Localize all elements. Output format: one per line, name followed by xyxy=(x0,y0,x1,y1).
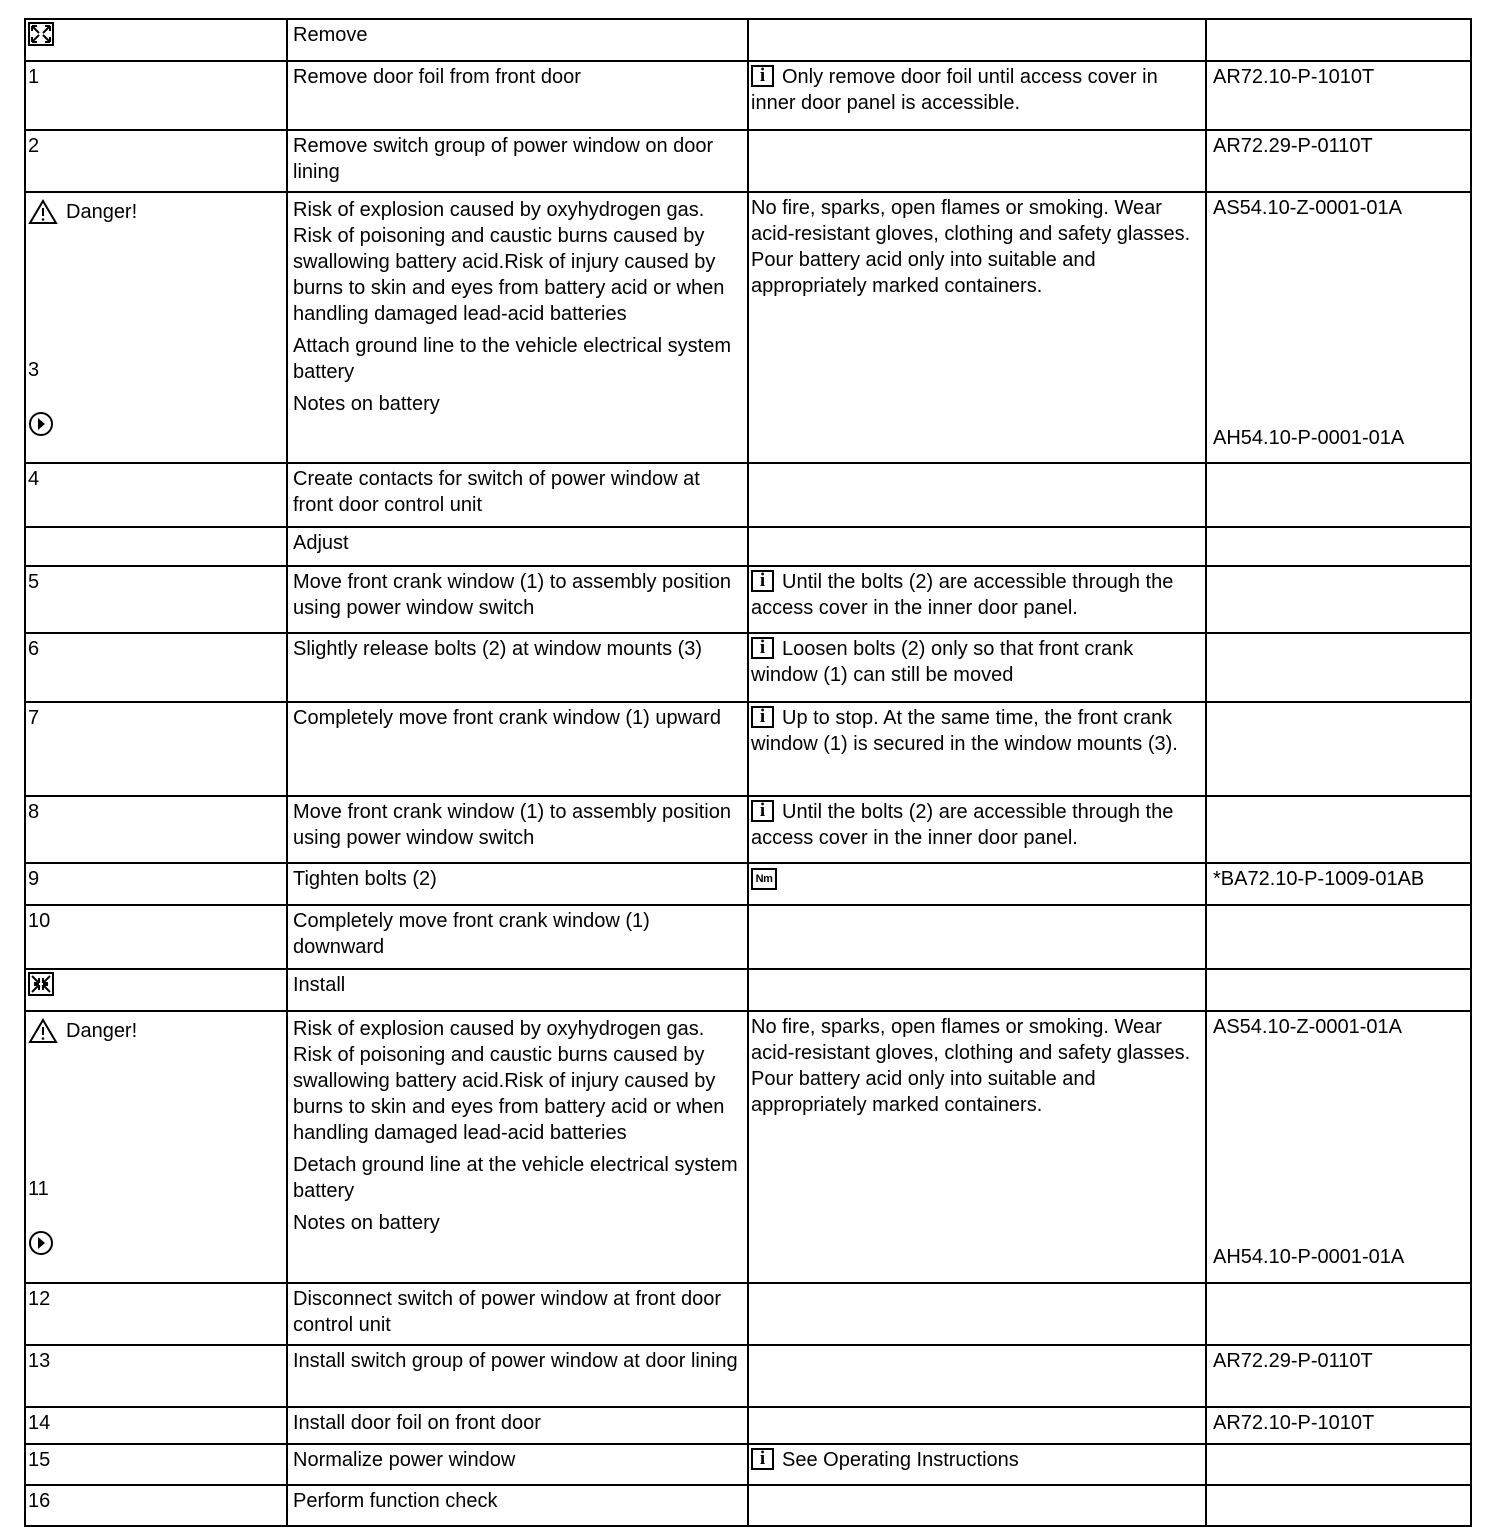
note-text: Only remove door foil until access cover in inner door panel is accessible. xyxy=(751,66,1158,114)
reference-link[interactable]: AS54.10-Z-0001-01A xyxy=(1213,1016,1403,1038)
action-cell: Perform function check xyxy=(287,1485,748,1526)
notes-text: Notes on battery xyxy=(293,393,440,415)
table-row xyxy=(25,463,1471,527)
table-row xyxy=(25,633,1471,702)
action-cell: Disconnect switch of power window at front door control unit xyxy=(287,1283,748,1345)
notes-icon xyxy=(28,1230,54,1256)
table-row xyxy=(25,566,1471,633)
section-heading: Install xyxy=(287,969,748,1011)
step-number: 14 xyxy=(25,1407,287,1444)
reference-link[interactable]: AR72.29-P-0110T xyxy=(1206,130,1471,192)
table-row xyxy=(25,527,1471,566)
table-row xyxy=(25,1407,1471,1444)
info-icon: i xyxy=(751,65,774,87)
step-number: 12 xyxy=(25,1283,287,1345)
step-number: 11 xyxy=(28,1178,49,1200)
reference-link[interactable]: AH54.10-P-0001-01A xyxy=(1213,1246,1405,1268)
table-row xyxy=(25,1283,1471,1345)
notes-icon xyxy=(28,411,54,437)
note-text: Until the bolts (2) are accessible through the access cover in the inner door panel. xyxy=(751,801,1174,849)
step-number: 9 xyxy=(25,863,287,905)
table-row xyxy=(25,1485,1471,1526)
step-number: 16 xyxy=(25,1485,287,1526)
info-icon: i xyxy=(751,1448,774,1470)
danger-note: No fire, sparks, open flames or smoking. Wear acid-resistant gloves, clothing and safety glasses. Pour battery acid only into suitable and appropriately marked containers. xyxy=(748,1011,1206,1283)
step-number: 3 xyxy=(28,359,40,381)
action-cell: Normalize power window xyxy=(287,1444,748,1485)
reference-link[interactable]: AH54.10-P-0001-01A xyxy=(1213,427,1405,449)
table-row xyxy=(25,130,1471,192)
danger-text: Risk of explosion caused by oxyhydrogen gas. Risk of poisoning and caustic burns caused by swallowing battery acid.Risk of injury caused by burns to skin and eyes from battery acid or when handling damaged lead-acid batteries xyxy=(293,199,725,325)
action-cell: Install door foil on front door xyxy=(287,1407,748,1444)
action-text: Attach ground line to the vehicle electrical system battery xyxy=(293,335,731,383)
danger-note: No fire, sparks, open flames or smoking. Wear acid-resistant gloves, clothing and safety glasses. Pour battery acid only into suitable and appropriately marked containers. xyxy=(748,192,1206,463)
table-row xyxy=(25,702,1471,796)
step-number: 13 xyxy=(25,1345,287,1407)
step-number: 5 xyxy=(25,566,287,633)
warning-icon xyxy=(28,199,58,225)
table-row xyxy=(25,1345,1471,1407)
info-icon: i xyxy=(751,637,774,659)
reference-link[interactable]: AR72.10-P-1010T xyxy=(1206,1407,1471,1444)
table-row xyxy=(25,61,1471,130)
action-cell: Completely move front crank window (1) downward xyxy=(287,905,748,969)
step-number: 8 xyxy=(25,796,287,863)
table-row xyxy=(25,1011,1471,1283)
reference-link[interactable]: AS54.10-Z-0001-01A xyxy=(1213,197,1403,219)
table-row xyxy=(25,1444,1471,1485)
note-text: Until the bolts (2) are accessible through the access cover in the inner door panel. xyxy=(751,571,1174,619)
table-row xyxy=(25,19,1471,61)
action-cell: Remove door foil from front door xyxy=(287,61,748,130)
step-cell xyxy=(25,969,287,1011)
table-row xyxy=(25,192,1471,463)
action-text: Detach ground line at the vehicle electrical system battery xyxy=(293,1154,738,1202)
reference-link[interactable]: AR72.29-P-0110T xyxy=(1206,1345,1471,1407)
step-cell xyxy=(25,19,287,61)
note-text: Loosen bolts (2) only so that front crank window (1) can still be moved xyxy=(751,638,1134,686)
table-row xyxy=(25,969,1471,1011)
danger-text: Risk of explosion caused by oxyhydrogen gas. Risk of poisoning and caustic burns caused by swallowing battery acid.Risk of injury caused by burns to skin and eyes from battery acid or when handling damaged lead-acid batteries xyxy=(293,1018,725,1144)
step-number: 7 xyxy=(25,702,287,796)
install-icon xyxy=(28,972,54,996)
info-icon: i xyxy=(751,570,774,592)
action-cell: Install switch group of power window at door lining xyxy=(287,1345,748,1407)
procedure-table xyxy=(24,18,1472,1527)
note-text: Up to stop. At the same time, the front crank window (1) is secured in the window mounts (3). xyxy=(751,707,1178,755)
danger-label: Danger! xyxy=(66,1020,138,1042)
info-icon: i xyxy=(751,706,774,728)
notes-text: Notes on battery xyxy=(293,1212,440,1234)
table-row xyxy=(25,863,1471,905)
reference-link[interactable]: AR72.10-P-1010T xyxy=(1206,61,1471,130)
action-cell: Tighten bolts (2) xyxy=(287,863,748,905)
note-text: See Operating Instructions xyxy=(782,1449,1019,1471)
section-heading: Adjust xyxy=(287,527,748,566)
reference-link[interactable]: *BA72.10-P-1009-01AB xyxy=(1206,863,1471,905)
action-cell: Remove switch group of power window on door lining xyxy=(287,130,748,192)
action-cell: Completely move front crank window (1) upward xyxy=(287,702,748,796)
table-row xyxy=(25,796,1471,863)
warning-icon xyxy=(28,1018,58,1044)
torque-icon: Nm xyxy=(751,868,777,890)
action-cell: Remove xyxy=(287,19,748,61)
step-number: 10 xyxy=(25,905,287,969)
step-number: 6 xyxy=(25,633,287,702)
action-cell: Move front crank window (1) to assembly position using power window switch xyxy=(287,566,748,633)
danger-label: Danger! xyxy=(66,201,138,223)
action-cell: Slightly release bolts (2) at window mounts (3) xyxy=(287,633,748,702)
table-row xyxy=(25,905,1471,969)
step-number: 4 xyxy=(25,463,287,527)
action-cell: Create contacts for switch of power window at front door control unit xyxy=(287,463,748,527)
step-number: 15 xyxy=(25,1444,287,1485)
step-number: 2 xyxy=(25,130,287,192)
remove-icon xyxy=(28,22,54,46)
step-number: 1 xyxy=(25,61,287,130)
action-cell: Move front crank window (1) to assembly position using power window switch xyxy=(287,796,748,863)
info-icon: i xyxy=(751,800,774,822)
